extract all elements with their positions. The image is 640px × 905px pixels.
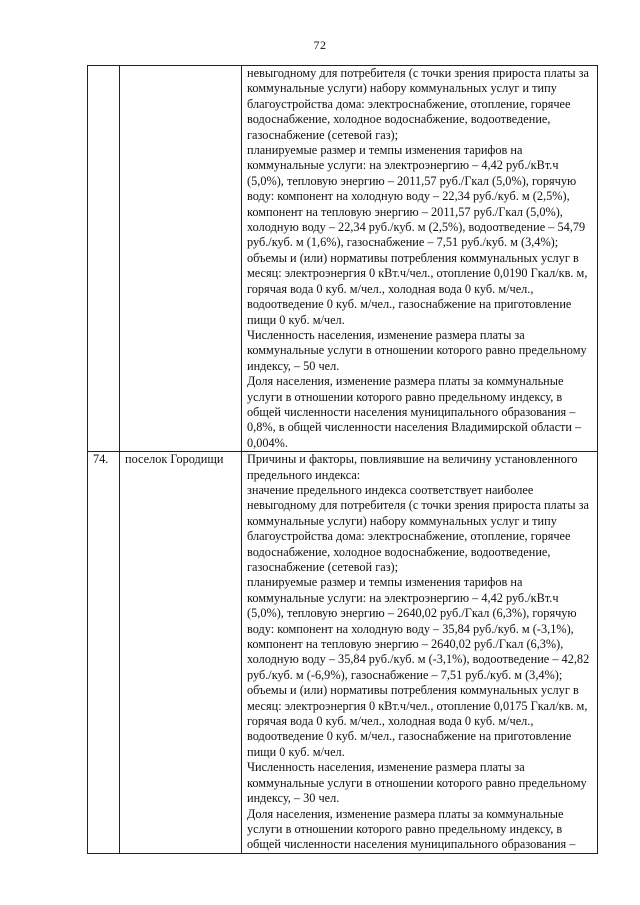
- row-number-cell: 74.: [88, 452, 120, 854]
- table-row: [88, 452, 598, 854]
- paragraph: Численность населения, изменение размера платы за коммунальные услуги в отношении которого равно предельному индексу, – 50 чел.: [247, 327, 587, 373]
- description-cell: [242, 452, 598, 854]
- paragraph: Доля населения, изменение размера платы за коммунальные услуги в отношении которого равно предельному индексу, в общей численности населения муниципального образования –: [247, 806, 576, 852]
- paragraph: Численность населения, изменение размера платы за коммунальные услуги в отношении которого равно предельному индексу, – 30 чел.: [247, 760, 587, 806]
- municipality-name-cell: поселок Городищи: [120, 452, 242, 854]
- table-row: [88, 66, 598, 452]
- description-cell: [242, 66, 598, 452]
- paragraph: невыгодному для потребителя (с точки зрения прироста платы за коммунальные услуги) набору коммунальных услуг и типу благоустройства дома: электроснабжение, отопление, горячее водоснабжение, холодное водоснабжение, водоотведение, газоснабжение (сетевой газ);: [247, 66, 589, 142]
- paragraph: Причины и факторы, повлиявшие на величину установленного предельного индекса:: [247, 452, 578, 482]
- paragraph: объемы и (или) нормативы потребления коммунальных услуг в месяц: электроэнергия 0 кВт.ч/чел., отопление 0,0175 Гкал/кв. м, горячая вода 0 куб. м/чел., холодная вода 0 куб. м/чел., водоотведение 0 куб. м/чел., газоснабжение на приготовление пищи 0 куб. м/чел.: [247, 683, 588, 759]
- municipality-name-cell: [120, 66, 242, 452]
- indices-table: [87, 65, 598, 854]
- paragraph: планируемые размер и темпы изменения тарифов на коммунальные услуги: на электроэнергию – 4,42 руб./кВт.ч (5,0%), тепловую энергию – 2640,02 руб./Гкал (6,3%), горячую воду: компонент на холодную воду – 35,84 руб./куб. м (-3,1%), компонент на тепловую энергию – 2640,02 руб./Гкал (6,3%), холодную воду – 35,84 руб./куб. м (-3,1%), водоотведение – 42,82 руб./куб. м (-6,9%), газоснабжение – 7,51 руб./куб. м (3,4%);: [247, 575, 590, 682]
- paragraph: Доля населения, изменение размера платы за коммунальные услуги в отношении которого равно предельному индексу, в общей численности населения муниципального образования – 0,8%, в общей численности населения Владимирской области – 0,004%.: [247, 374, 582, 450]
- page-number: 72: [313, 38, 327, 52]
- row-number-cell: [88, 66, 120, 452]
- paragraph: объемы и (или) нормативы потребления коммунальных услуг в месяц: электроэнергия 0 кВт.ч/чел., отопление 0,0190 Гкал/кв. м, горячая вода 0 куб. м/чел., холодная вода 0 куб. м/чел., водоотведение 0 куб. м/чел., газоснабжение на приготовление пищи 0 куб. м/чел.: [247, 250, 588, 327]
- paragraph: значение предельного индекса соответствует наиболее невыгодному для потребителя (с точки зрения прироста платы за коммунальные услуги) набору коммунальных услуг и типу благоустройства дома: электроснабжение, отопление, горячее водоснабжение, холодное водоснабжение, водоотведение, газоснабжение (сетевой газ);: [247, 482, 589, 574]
- paragraph: планируемые размер и темпы изменения тарифов на коммунальные услуги: на электроэнергию – 4,42 руб./кВт.ч (5,0%), тепловую энергию – 2011,57 руб./Гкал (5,0%), горячую воду: компонент на холодную воду – 22,34 руб./куб. м (2,5%), компонент на тепловую энергию – 2011,57 руб./Гкал (5,0%), холодную воду – 22,34 руб./куб. м (2,5%), водоотведение – 54,79 руб./куб. м (1,6%), газоснабжение – 7,51 руб./куб. м (3,4%);: [247, 143, 586, 250]
